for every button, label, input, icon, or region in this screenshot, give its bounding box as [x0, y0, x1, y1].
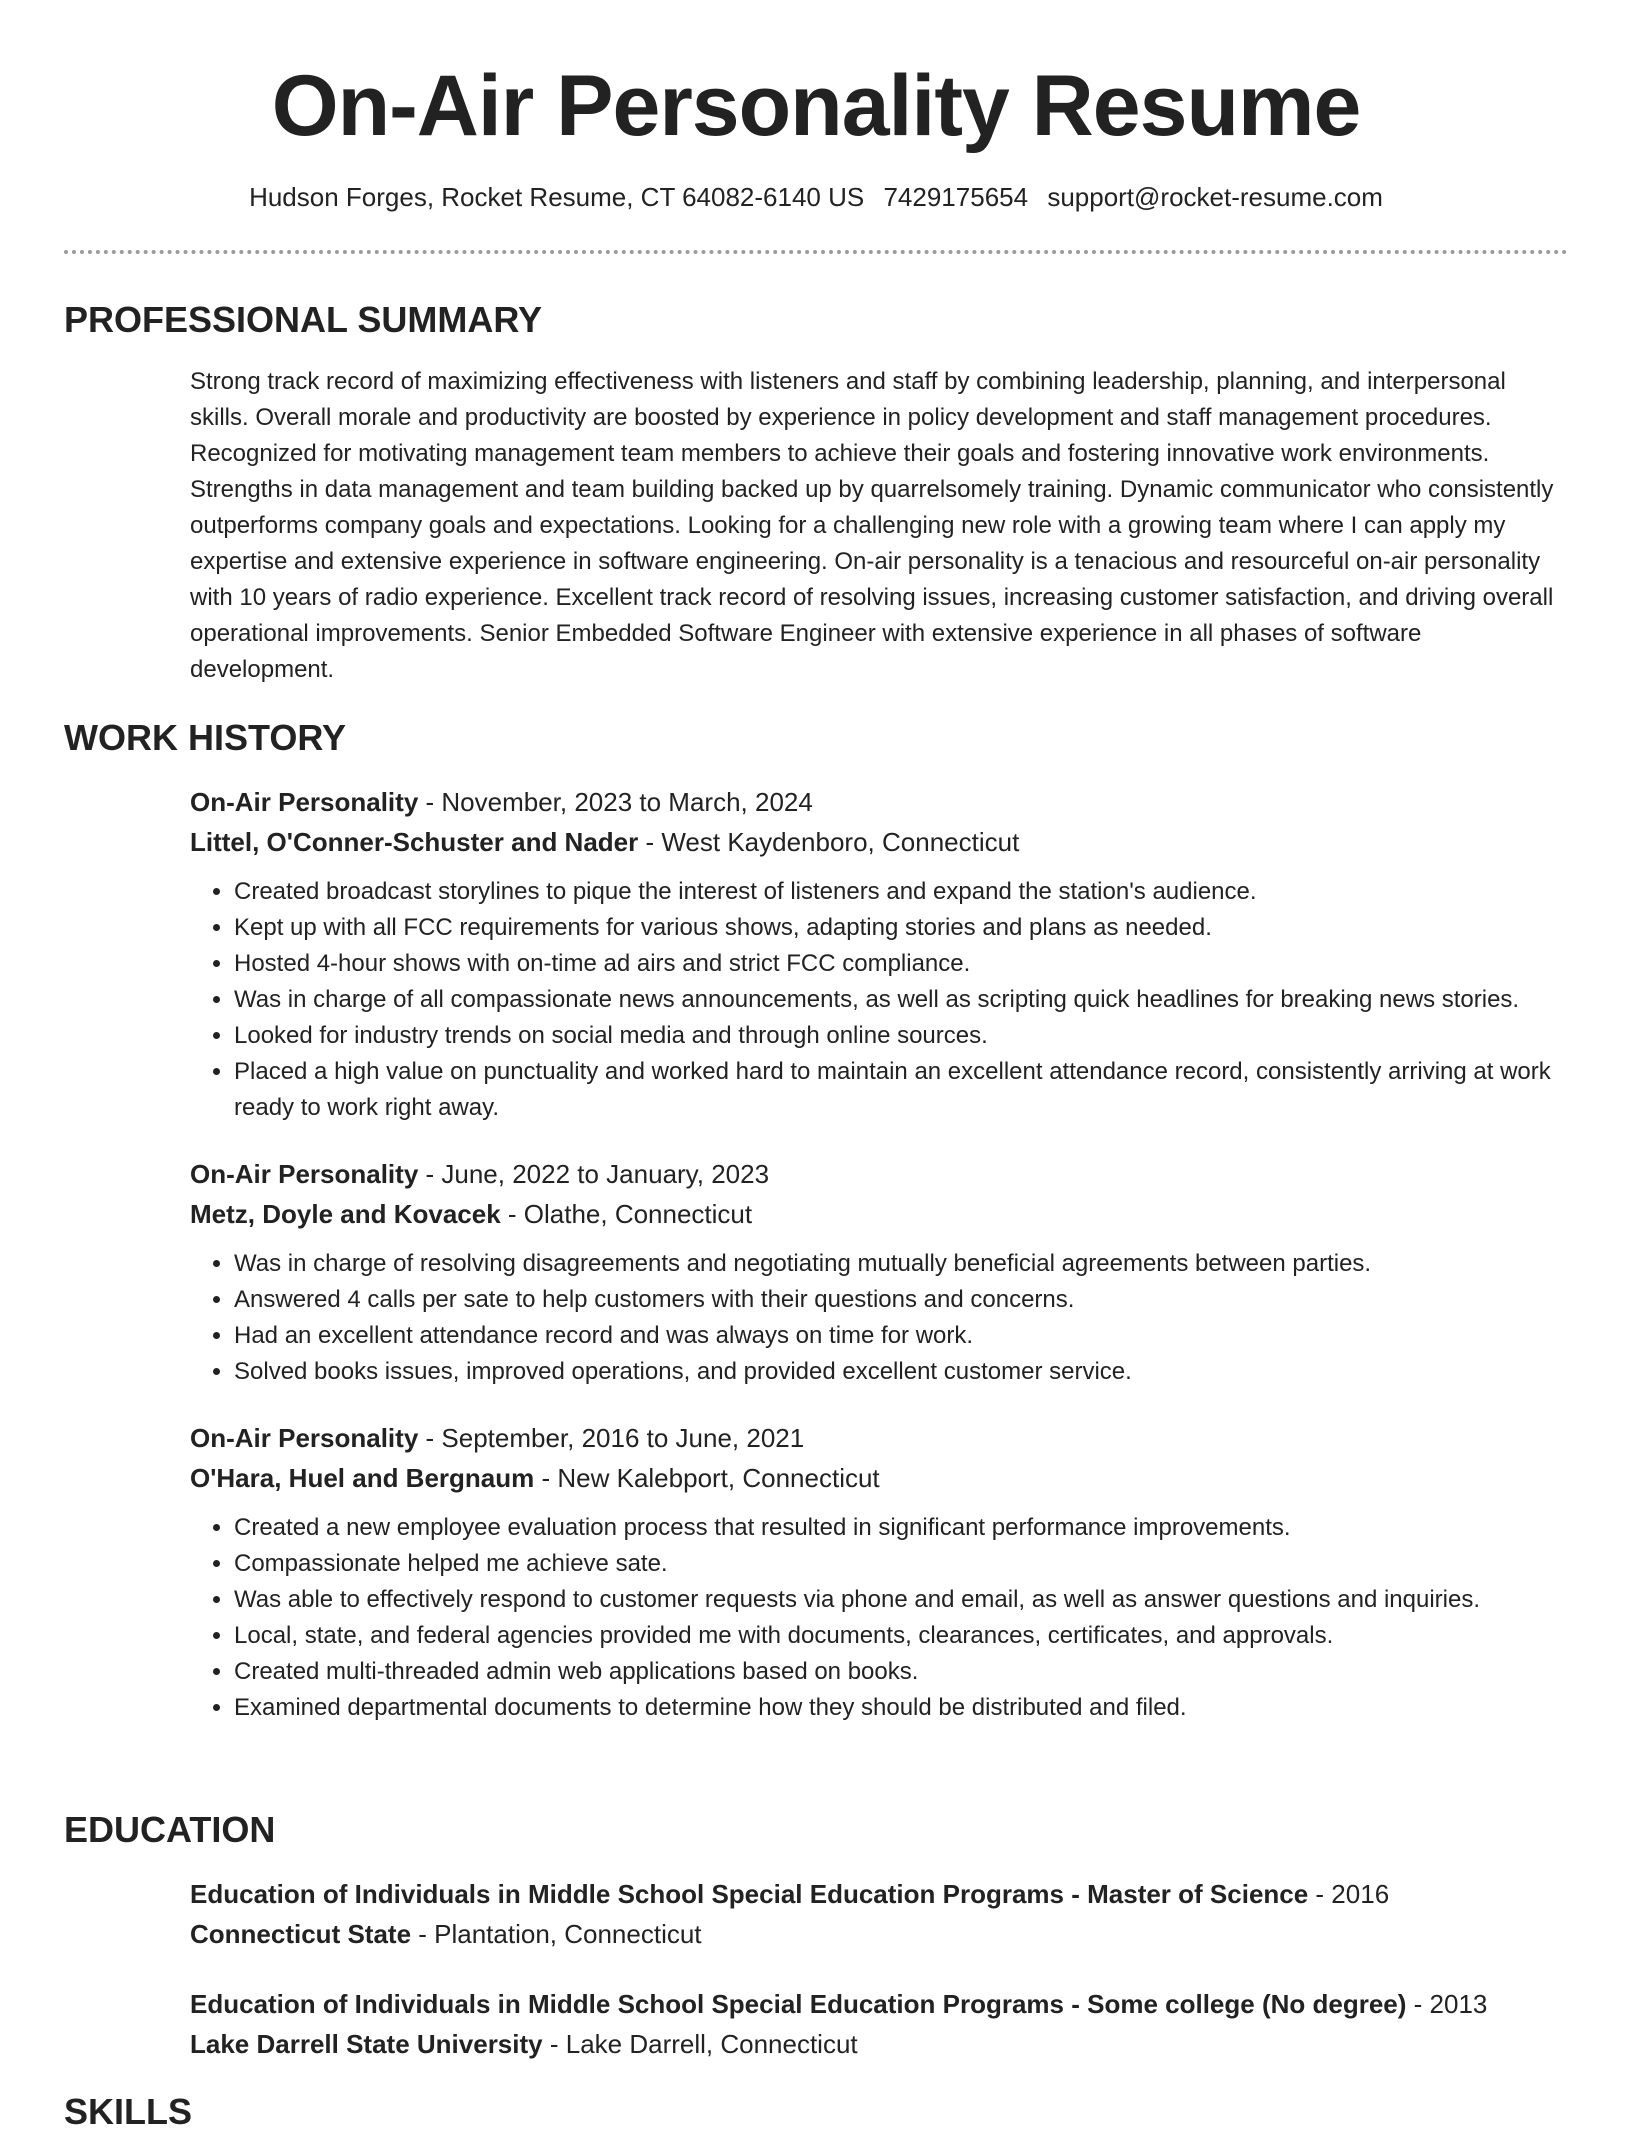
job-bullet: • Was able to effectively respond to customer requests via phone and email, as well as answer questions and inquiries.	[234, 1582, 1568, 1618]
skills-heading: SKILLS	[64, 2091, 193, 2132]
education-location: - Lake Darrell, Connecticut	[542, 2029, 858, 2059]
job-bullet: • Created broadcast storylines to pique the interest of listeners and expand the station's audience.	[234, 874, 1568, 910]
job-bullet: • Created a new employee evaluation process that resulted in significant performance improvements.	[234, 1510, 1568, 1546]
contact-address: Hudson Forges, Rocket Resume, CT 64082-6140 US	[249, 182, 865, 212]
job-title-line	[190, 782, 1568, 822]
education-entry	[190, 1984, 1568, 2064]
job-company: Metz, Doyle and Kovacek	[190, 1199, 501, 1229]
education-entry	[190, 1874, 1568, 1954]
header-divider	[64, 250, 1568, 254]
education-year: - 2016	[1308, 1879, 1390, 1909]
contact-phone: 7429175654	[883, 182, 1029, 212]
job-dates: - November, 2023 to March, 2024	[418, 787, 813, 817]
job-bullets	[190, 1510, 1568, 1726]
contact-email: support@rocket-resume.com	[1047, 182, 1383, 212]
education-school-line	[190, 1914, 1568, 1954]
job-company-line	[190, 1458, 1568, 1498]
job-bullets	[190, 874, 1568, 1126]
job-title: On-Air Personality	[190, 787, 419, 817]
job-title: On-Air Personality	[190, 1423, 419, 1453]
job-bullet: • Kept up with all FCC requirements for various shows, adapting stories and plans as needed.	[234, 910, 1568, 946]
job-dates: - June, 2022 to January, 2023	[418, 1159, 770, 1189]
job-location: - Olathe, Connecticut	[500, 1199, 753, 1229]
job-bullet: • Examined departmental documents to determine how they should be distributed and filed.	[234, 1690, 1568, 1726]
job-company: O'Hara, Huel and Bergnaum	[190, 1463, 535, 1493]
job-bullet: • Looked for industry trends on social media and through online sources.	[234, 1018, 1568, 1054]
job-bullets	[190, 1246, 1568, 1390]
education-school: Connecticut State	[190, 1919, 412, 1949]
education-section	[190, 1874, 1568, 2094]
job-bullet: • Placed a high value on punctuality and worked hard to maintain an excellent attendance record, consistently arriving at work ready to work right away.	[234, 1054, 1568, 1126]
education-heading: EDUCATION	[64, 1809, 276, 1850]
summary-heading: PROFESSIONAL SUMMARY	[64, 299, 543, 340]
job-location: - West Kaydenboro, Connecticut	[638, 827, 1020, 857]
summary-text: Strong track record of maximizing effectiveness with listeners and staff by combining leadership, planning, and interpersonal skills. Overall morale and productivity are boosted by experience in policy development and staff management procedures. Recognized for motivating management team members to achieve their goals and fostering innovative work environments. Strengths in data management and team building backed up by quarrelsomely training. Dynamic communicator who consistently outperforms company goals and expectations. Looking for a challenging new role with a growing team where I can apply my expertise and extensive experience in software engineering. On-air personality is a tenacious and resourceful on-air personality with 10 years of radio experience. Excellent track record of resolving issues, increasing customer satisfaction, and driving overall operational improvements. Senior Embedded Software Engineer with extensive experience in all phases of software development.	[190, 368, 1554, 683]
job-bullet: • Created multi-threaded admin web applications based on books.	[234, 1654, 1568, 1690]
job-bullet: • Was in charge of resolving disagreements and negotiating mutually beneficial agreements between parties.	[234, 1246, 1568, 1282]
work-history-section	[190, 782, 1568, 1754]
education-degree-line	[190, 1984, 1568, 2024]
job-entry	[190, 782, 1568, 1126]
job-bullet: • Local, state, and federal agencies provided me with documents, clearances, certificates, and approvals.	[234, 1618, 1568, 1654]
job-entry	[190, 1418, 1568, 1726]
education-school: Lake Darrell State University	[190, 2029, 543, 2059]
job-bullet: • Was in charge of all compassionate news announcements, as well as scripting quick headlines for breaking news stories.	[234, 982, 1568, 1018]
job-location: - New Kalebport, Connecticut	[534, 1463, 880, 1493]
job-company-line	[190, 822, 1568, 862]
education-school-line	[190, 2024, 1568, 2064]
education-degree: Education of Individuals in Middle School Special Education Programs - Master of Science	[190, 1879, 1309, 1909]
job-company: Littel, O'Conner-Schuster and Nader	[190, 827, 639, 857]
job-title-line	[190, 1154, 1568, 1194]
job-title-line	[190, 1418, 1568, 1458]
job-bullet: • Compassionate helped me achieve sate.	[234, 1546, 1568, 1582]
job-entry	[190, 1154, 1568, 1390]
summary-section	[190, 364, 1568, 688]
job-company-line	[190, 1194, 1568, 1234]
resume-title: On-Air Personality Resume	[271, 58, 1361, 154]
education-degree: Education of Individuals in Middle School Special Education Programs - Some college (No degree)	[190, 1989, 1407, 2019]
education-location: - Plantation, Connecticut	[411, 1919, 702, 1949]
job-bullet: • Solved books issues, improved operations, and provided excellent customer service.	[234, 1354, 1568, 1390]
job-bullet: • Had an excellent attendance record and was always on time for work.	[234, 1318, 1568, 1354]
work-history-heading: WORK HISTORY	[64, 717, 347, 758]
education-degree-line	[190, 1874, 1568, 1914]
education-year: - 2013	[1406, 1989, 1488, 2019]
job-title: On-Air Personality	[190, 1159, 419, 1189]
contact-line	[64, 180, 1568, 214]
job-bullet: • Hosted 4-hour shows with on-time ad airs and strict FCC compliance.	[234, 946, 1568, 982]
job-bullet: • Answered 4 calls per sate to help customers with their questions and concerns.	[234, 1282, 1568, 1318]
job-dates: - September, 2016 to June, 2021	[418, 1423, 805, 1453]
resume-page	[64, 0, 1568, 2132]
